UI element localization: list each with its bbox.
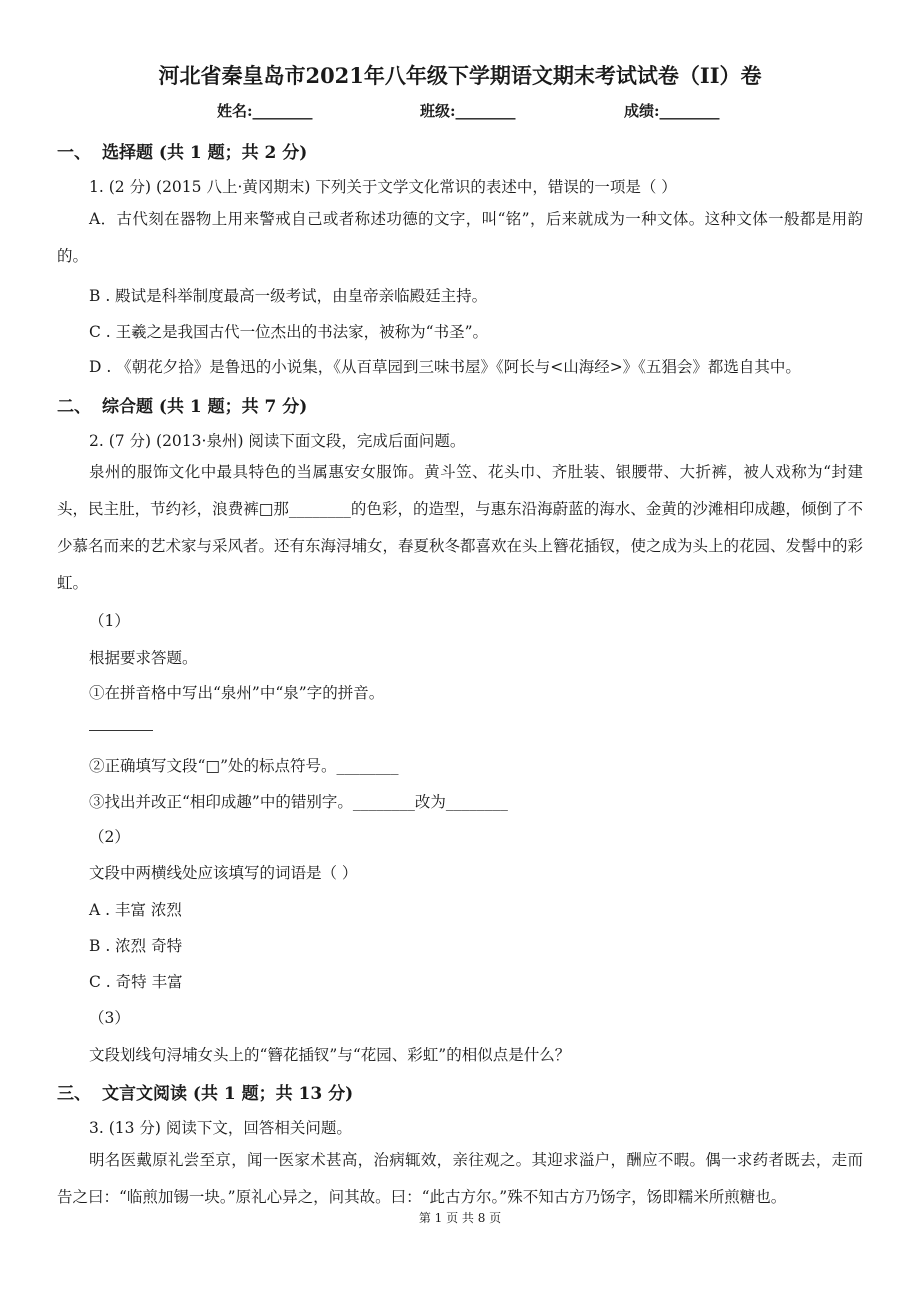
sub-question-intro: 根据要求答题。 (89, 649, 198, 667)
section-title: 文言文阅读 (共 1 题；共 13 分) (102, 1084, 354, 1104)
name-field: 姓名:________ (217, 102, 313, 120)
option-b: B . 浓烈 奇特 (89, 937, 183, 955)
score-field: 成绩:________ (624, 102, 720, 120)
sub-question-label: （1） (89, 612, 130, 630)
question-stem: 3. (13 分) 阅读下文，回答相关问题。 (89, 1119, 352, 1137)
answer-blank[interactable] (89, 730, 153, 731)
question-stem: 2. (7 分) (2013·泉州) 阅读下面文段，完成后面问题。 (89, 432, 466, 450)
section-number: 一、 (57, 143, 91, 163)
section-title: 综合题 (共 1 题；共 7 分) (102, 397, 308, 417)
option-a: A . 丰富 浓烈 (89, 901, 182, 919)
class-field: 班级:________ (420, 102, 516, 120)
section-heading (57, 1079, 353, 1104)
sub-question-label: （2） (89, 828, 130, 846)
student-info-row (0, 100, 920, 122)
classical-passage: 明名医戴原礼尝至京，闻一医家术甚高，治病辄效，亲往观之。其迎求溢户，酬应不暇。偶一求药者既去，走而告之曰：“临煎加锡一块。”原礼心异之，问其故。曰：“此古方尔。”殊不知古方乃饧字，饧即糯米所煎糖也。 (57, 1151, 863, 1206)
sub-item-2: ②正确填写文段“□”处的标点符号。________ (89, 757, 399, 775)
page-footer: 第 1 页 共 8 页 (418, 1211, 502, 1225)
option-c: C . 王羲之是我国古代一位杰出的书法家，被称为“书圣”。 (89, 323, 488, 341)
question-stem: 1. (2 分) (2015 八上·黄冈期末) 下列关于文学文化常识的表述中，错误的一项是（ ） (89, 178, 677, 196)
page-title: 河北省秦皇岛市2021年八年级下学期语文期末考试试卷（II）卷 (158, 63, 762, 88)
option-b: B . 殿试是科举制度最高一级考试，由皇帝亲临殿廷主持。 (89, 287, 488, 305)
section-heading (57, 138, 307, 163)
option-c: C . 奇特 丰富 (89, 973, 183, 991)
section-title: 选择题 (共 1 题；共 2 分) (102, 143, 308, 163)
section-number: 二、 (57, 397, 91, 417)
option-a: A．古代刻在器物上用来警戒自己或者称述功德的文字，叫“铭”，后来就成为一种文体。这种文体一般都是用韵的。 (57, 210, 863, 265)
sub-question-label: （3） (89, 1009, 130, 1027)
sub-question-stem: 文段中两横线处应该填写的词语是（ ） (89, 864, 358, 882)
sub-item-3: ③找出并改正“相印成趣”中的错别字。________改为________ (89, 793, 508, 811)
sub-question-stem: 文段划线句浔埔女头上的“簪花插钗”与“花园、彩虹”的相似点是什么？ (89, 1046, 571, 1064)
option-d: D . 《朝花夕拾》是鲁迅的小说集，《从百草园到三味书屋》《阿长与<山海经>》《五猖会》都选自其中。 (89, 358, 801, 376)
section-heading (57, 392, 307, 417)
section-number: 三、 (57, 1084, 91, 1104)
reading-passage: 泉州的服饰文化中最具特色的当属惠安女服饰。黄斗笠、花头巾、齐肚装、银腰带、大折裤，被人戏称为“封建头，民主肚，节约衫，浪费裤□那________的色彩，的造型，与惠东沿海蔚蓝的海水、金黄的沙滩相印成趣，倾倒了不少慕名而来的艺术家与采风者。还有东海浔埔女，春夏秋冬都喜欢在头上簪花插钗，使之成为头上的花园、发髻中的彩虹。 (57, 463, 864, 592)
sub-item-1: ①在拼音格中写出“泉州”中“泉”字的拼音。 (89, 684, 385, 702)
